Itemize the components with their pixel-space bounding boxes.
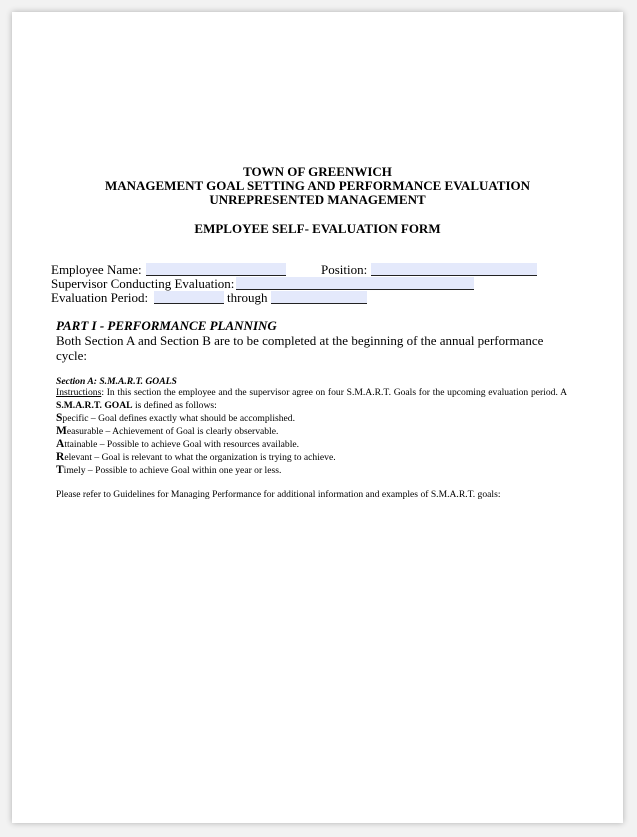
definition-letter: M xyxy=(56,425,67,437)
evaluation-period-end-field[interactable] xyxy=(271,291,367,304)
header-group: UNREPRESENTED MANAGEMENT xyxy=(209,192,426,207)
position-field[interactable] xyxy=(371,263,537,276)
evaluation-period-label: Evaluation Period: xyxy=(51,290,149,305)
form-title: EMPLOYEE SELF- EVALUATION FORM xyxy=(194,221,441,236)
instructions-label: Instructions xyxy=(56,387,102,398)
definition-text: pecific – Goal defines exactly what should be accomplished. xyxy=(62,413,295,424)
employee-name-label: Employee Name: xyxy=(51,262,142,277)
definition-letter: T xyxy=(56,464,64,476)
header-program: MANAGEMENT GOAL SETTING AND PERFORMANCE EVALUATION xyxy=(104,178,531,193)
guidelines-reference: Please refer to Guidelines for Managing Performance for additional information and examples of S.M.A.R.T. goals: xyxy=(56,489,501,500)
definition-attainable xyxy=(56,438,567,451)
definition-text: ttainable – Possible to achieve Goal with resources available. xyxy=(64,439,300,450)
employee-name-field[interactable] xyxy=(146,263,286,276)
definition-relevant xyxy=(56,451,567,464)
through-label: through xyxy=(227,290,268,305)
smart-definitions xyxy=(56,412,567,477)
instructions-bold: S.M.A.R.T. GOAL xyxy=(56,400,133,411)
definition-measurable xyxy=(56,425,567,438)
definition-text: easurable – Achievement of Goal is clearly observable. xyxy=(66,426,279,437)
supervisor-field[interactable] xyxy=(236,277,474,290)
supervisor-label: Supervisor Conducting Evaluation: xyxy=(51,276,235,291)
document-header xyxy=(12,165,623,207)
document-page xyxy=(12,12,623,823)
section-a-title: Section A: S.M.A.R.T. GOALS xyxy=(56,376,177,387)
definition-letter: A xyxy=(56,438,65,450)
part-1-title: PART I - PERFORMANCE PLANNING xyxy=(56,318,277,333)
definition-text: imely – Possible to achieve Goal within one year or less. xyxy=(63,465,282,476)
part-1-text: Both Section A and Section B are to be completed at the beginning of the annual performance cycle: xyxy=(56,333,544,363)
section-a-instructions xyxy=(56,386,567,412)
evaluation-period-start-field[interactable] xyxy=(154,291,224,304)
instructions-text-1: : In this section the employee and the supervisor agree on four S.M.A.R.T. Goals for the upcoming evaluation period. A xyxy=(101,387,567,398)
definition-timely xyxy=(56,464,567,477)
position-label: Position: xyxy=(321,262,368,277)
definition-text: elevant – Goal is relevant to what the organization is trying to achieve. xyxy=(64,452,336,463)
definition-specific xyxy=(56,412,567,425)
header-town: TOWN OF GREENWICH xyxy=(243,164,392,179)
instructions-text-2: is defined as follows: xyxy=(132,400,217,411)
definition-letter: R xyxy=(56,451,65,463)
definition-letter: S xyxy=(56,412,63,424)
